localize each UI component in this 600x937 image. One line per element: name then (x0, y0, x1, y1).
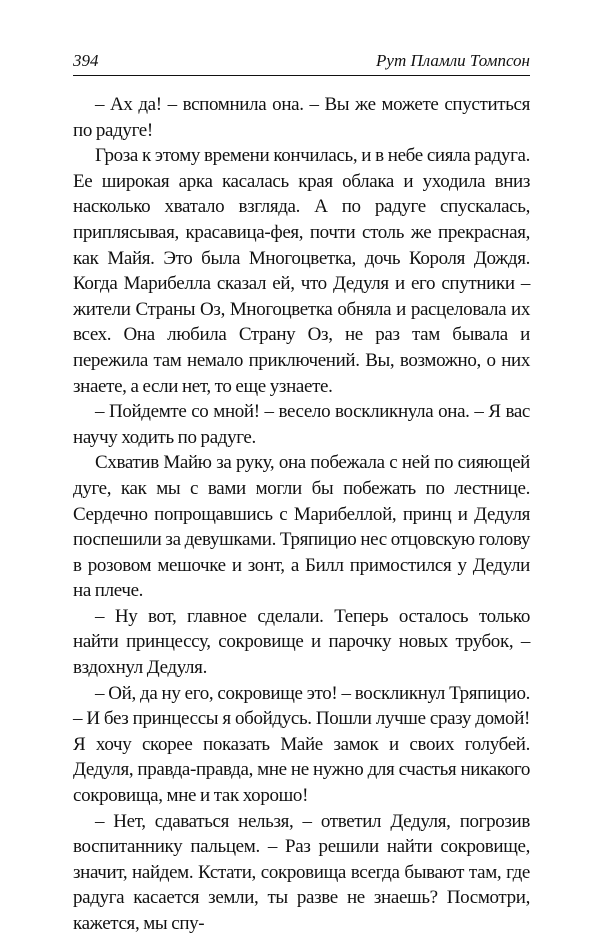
running-title: Рут Пламли Томпсон (376, 51, 530, 70)
paragraph: – Пойдемте со мной! – весело воскликнула она. – Я вас научу ходить по радуге. (73, 401, 530, 448)
paragraph: – Ой, да ну его, сокровище это! – воскликнул Тряпицио. – И без принцессы я обойдусь. Пошли лучше сразу домой! Я хочу скорее показать Майе замок и своих голубей. Дедуля, правда-правда, мне не нужно для счастья никакого сокровища, мне и так хорошо! (73, 682, 530, 807)
body-text (73, 92, 530, 937)
page-number: 394 (73, 51, 99, 70)
paragraph: Гроза к этому времени кончилась, и в небе сияла радуга. Ее широкая арка касалась края облака и уходила вниз насколько хватало взгляда. А по радуге спускалась, приплясывая, красавица-фея, почти столь же прекрасная, как Майя. Это была Многоцветка, дочь Короля Дождя. Когда Марибелла сказал ей, что Дедуля и его спутники – жители Страны Оз, Многоцветка обняла и расцеловала их всех. Она любила Страну Оз, не раз там бывала и пережила там немало приключений. Вы, возможно, о них знаете, а если нет, то еще узнаете. (73, 145, 530, 397)
paragraph: – Нет, сдаваться нельзя, – ответил Дедуля, погрозив воспитаннику пальцем. – Раз решили найти сокровище, значит, найдем. Кстати, сокровища всегда бывают там, где радуга касается земли, ты разве не знаешь? Посмотри, кажется, мы спу- (73, 810, 530, 934)
running-header (73, 49, 530, 76)
paragraph: – Ну вот, главное сделали. Теперь осталось только найти принцессу, сокровище и парочку новых трубок, – вздохнул Дедуля. (73, 605, 530, 679)
paragraph: Схватив Майю за руку, она побежала с ней по сияющей дуге, как мы с вами могли бы побежать по лестнице. Сердечно попрощавшись с Марибеллой, принц и Дедуля поспешили за девушками. Тряпицио нес отцовскую голову в розовом мешочке и зонт, а Билл примостился у Дедули на плече. (73, 452, 530, 602)
paragraph: – Ах да! – вспомнила она. – Вы же можете спуститься по радуге! (73, 94, 530, 141)
